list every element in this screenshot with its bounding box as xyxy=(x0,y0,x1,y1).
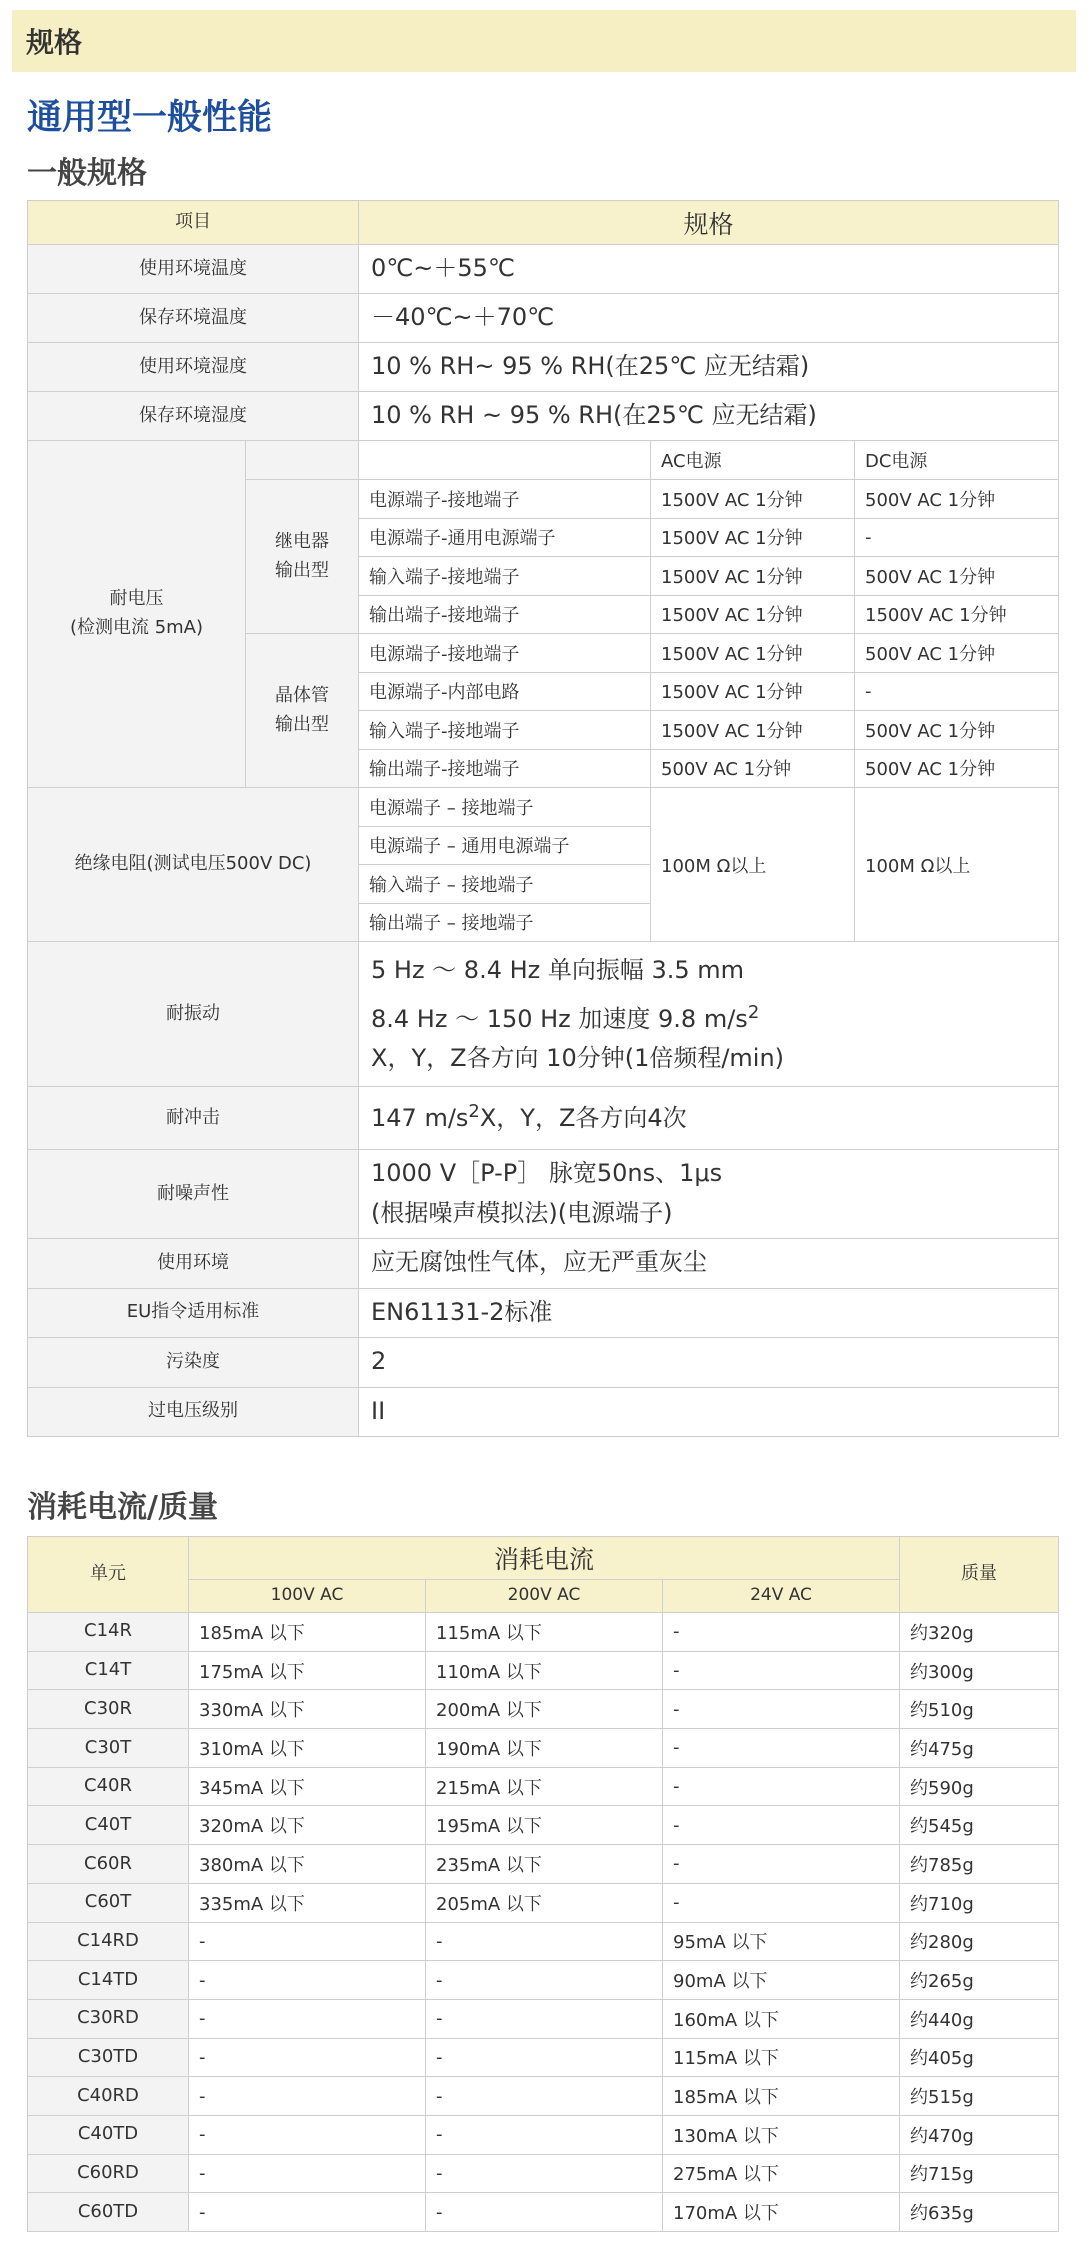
mass-cell: 约265g xyxy=(900,1961,1059,2000)
current-24v-cell: 95mA 以下 xyxy=(663,1922,900,1961)
row-label: 使用环境湿度 xyxy=(28,343,359,392)
current-200v-cell: 215mA 以下 xyxy=(426,1767,663,1806)
table-row xyxy=(28,1387,1059,1437)
row-label: 保存环境湿度 xyxy=(28,392,359,441)
unit-cell: C40RD xyxy=(28,2077,189,2116)
current-100v-cell: 310mA 以下 xyxy=(189,1729,426,1768)
withstand-ac-value: 1500V AC 1分钟 xyxy=(651,595,855,634)
mass-cell: 约510g xyxy=(900,1690,1059,1729)
current-200v-cell: - xyxy=(426,2193,663,2232)
row-value: －40℃~＋70℃ xyxy=(359,294,1059,343)
table-row xyxy=(28,2077,1059,2116)
withstand-dc-value: 500V AC 1分钟 xyxy=(855,480,1059,519)
unit-cell: C30RD xyxy=(28,1999,189,2038)
noise-label: 耐噪声性 xyxy=(28,1150,359,1239)
mass-cell: 约280g xyxy=(900,1922,1059,1961)
withstand-ac-value: 1500V AC 1分钟 xyxy=(651,480,855,519)
table-row xyxy=(28,1729,1059,1768)
table-row xyxy=(28,1806,1059,1845)
table-row xyxy=(28,294,1059,343)
table-row xyxy=(28,1651,1059,1690)
row-label: 过电压级别 xyxy=(28,1387,359,1437)
current-24v-cell: - xyxy=(663,1883,900,1922)
withstand-item-name: 输入端子-接地端子 xyxy=(359,711,651,750)
table-row xyxy=(28,1338,1059,1388)
withstand-ac-value: 1500V AC 1分钟 xyxy=(651,518,855,557)
vibration-line2 xyxy=(371,999,1058,1038)
shock-sup: 2 xyxy=(468,1101,480,1123)
current-100v-cell: 330mA 以下 xyxy=(189,1690,426,1729)
header-title: 规格 xyxy=(26,26,83,59)
unit-cell: C60TD xyxy=(28,2193,189,2232)
withstand-dc-value: 500V AC 1分钟 xyxy=(855,557,1059,596)
group-label-line2: 输出型 xyxy=(275,713,329,735)
shock-pre: 147 m/s xyxy=(371,1104,469,1133)
current-24v-cell: - xyxy=(663,1690,900,1729)
current-200v-cell: - xyxy=(426,2154,663,2193)
row-label: 污染度 xyxy=(28,1338,359,1388)
table-row xyxy=(28,1150,1059,1239)
withstand-dc-value: 500V AC 1分钟 xyxy=(855,634,1059,673)
current-100v-cell: - xyxy=(189,2154,426,2193)
current-200v-cell: - xyxy=(426,1922,663,1961)
withstand-dc-value: 500V AC 1分钟 xyxy=(855,749,1059,788)
withstand-ac-value: 1500V AC 1分钟 xyxy=(651,557,855,596)
current-24v-cell: - xyxy=(663,1613,900,1652)
withstand-ac-value: 1500V AC 1分钟 xyxy=(651,672,855,711)
table-header-row xyxy=(28,201,1059,245)
table-row xyxy=(28,1961,1059,2000)
table-row xyxy=(28,392,1059,441)
current-24v-cell: 90mA 以下 xyxy=(663,1961,900,2000)
header-spec-cell: 规格 xyxy=(359,201,1059,245)
table-row xyxy=(28,1883,1059,1922)
table-row xyxy=(28,441,1059,480)
consumption-title: 消耗电流/质量 xyxy=(27,1490,218,1525)
noise-line1: 1000 V［P-P］ 脉宽50ns、1μs xyxy=(371,1159,723,1188)
vibration-line2-sup: 2 xyxy=(747,1002,760,1024)
withstand-ac-value: 1500V AC 1分钟 xyxy=(651,711,855,750)
current-200v-cell: 200mA 以下 xyxy=(426,1690,663,1729)
noise-line2: (根据噪声模拟法)(电源端子) xyxy=(371,1199,673,1227)
current-24v-cell: - xyxy=(663,1845,900,1884)
header-mass-cell: 质量 xyxy=(900,1537,1059,1613)
mass-cell: 约590g xyxy=(900,1767,1059,1806)
vibration-line2-text: 8.4 Hz ～ 150 Hz 加速度 9.8 m/s xyxy=(371,1005,748,1034)
row-value: 10 % RH~ 95 % RH(在25℃ 应无结霜) xyxy=(359,343,1059,392)
insulation-item: 电源端子 – 通用电源端子 xyxy=(359,826,651,865)
mass-cell: 约470g xyxy=(900,2115,1059,2154)
header-voltage-cell: 100V AC xyxy=(189,1580,426,1613)
current-24v-cell: - xyxy=(663,1651,900,1690)
current-200v-cell: 195mA 以下 xyxy=(426,1806,663,1845)
current-24v-cell: 275mA 以下 xyxy=(663,2154,900,2193)
current-100v-cell: - xyxy=(189,1922,426,1961)
current-100v-cell: 380mA 以下 xyxy=(189,1845,426,1884)
withstand-dc-value: - xyxy=(855,672,1059,711)
current-24v-cell: 130mA 以下 xyxy=(663,2115,900,2154)
noise-value xyxy=(359,1150,1059,1239)
current-100v-cell: 320mA 以下 xyxy=(189,1806,426,1845)
withstand-item-name: 输入端子-接地端子 xyxy=(359,557,651,596)
withstand-item-name: 电源端子-内部电路 xyxy=(359,672,651,711)
current-200v-cell: - xyxy=(426,1961,663,2000)
withstand-col-ac: AC电源 xyxy=(651,441,855,480)
mass-cell: 约715g xyxy=(900,2154,1059,2193)
withstand-dc-value: - xyxy=(855,518,1059,557)
current-24v-cell: 160mA 以下 xyxy=(663,1999,900,2038)
unit-cell: C14T xyxy=(28,1651,189,1690)
withstand-item-name: 电源端子-接地端子 xyxy=(359,634,651,673)
current-24v-cell: 115mA 以下 xyxy=(663,2038,900,2077)
header-item-cell: 项目 xyxy=(28,201,359,245)
section-title: 通用型一般性能 xyxy=(27,98,273,138)
withstand-blank-cell xyxy=(246,441,359,480)
table-row xyxy=(28,1767,1059,1806)
withstand-group-label xyxy=(246,480,359,634)
shock-post: X，Y，Z各方向4次 xyxy=(479,1104,687,1133)
table-row xyxy=(28,1999,1059,2038)
withstand-label xyxy=(28,441,246,788)
shock-label: 耐冲击 xyxy=(28,1087,359,1150)
header-voltage-cell: 200V AC xyxy=(426,1580,663,1613)
table-row xyxy=(28,1690,1059,1729)
table-row xyxy=(28,343,1059,392)
group-label-line2: 输出型 xyxy=(275,559,329,581)
group-label-line1: 晶体管 xyxy=(275,684,329,706)
vibration-line1: 5 Hz ～ 8.4 Hz 单向振幅 3.5 mm xyxy=(371,955,745,984)
current-200v-cell: - xyxy=(426,2038,663,2077)
table-row xyxy=(28,1288,1059,1338)
unit-cell: C14RD xyxy=(28,1922,189,1961)
current-24v-cell: - xyxy=(663,1729,900,1768)
mass-cell: 约635g xyxy=(900,2193,1059,2232)
insulation-item: 输入端子 – 接地端子 xyxy=(359,865,651,904)
insulation-item: 输出端子 – 接地端子 xyxy=(359,903,651,942)
withstand-item-name: 输出端子-接地端子 xyxy=(359,749,651,788)
current-100v-cell: - xyxy=(189,2115,426,2154)
unit-cell: C60T xyxy=(28,1883,189,1922)
current-100v-cell: - xyxy=(189,2038,426,2077)
table-row xyxy=(28,2115,1059,2154)
unit-cell: C14TD xyxy=(28,1961,189,2000)
unit-cell: C30T xyxy=(28,1729,189,1768)
withstand-dc-value: 500V AC 1分钟 xyxy=(855,711,1059,750)
unit-cell: C40T xyxy=(28,1806,189,1845)
row-value: EN61131-2标准 xyxy=(359,1288,1059,1338)
current-200v-cell: 235mA 以下 xyxy=(426,1845,663,1884)
mass-cell: 约300g xyxy=(900,1651,1059,1690)
row-label: 保存环境温度 xyxy=(28,294,359,343)
current-200v-cell: - xyxy=(426,2115,663,2154)
group-label-line1: 继电器 xyxy=(275,530,329,552)
mass-cell: 约320g xyxy=(900,1613,1059,1652)
vibration-value xyxy=(359,942,1059,1087)
insulation-dc-value: 100M Ω以上 xyxy=(855,788,1059,942)
mass-cell: 约515g xyxy=(900,2077,1059,2116)
withstand-ac-value: 1500V AC 1分钟 xyxy=(651,634,855,673)
unit-cell: C40TD xyxy=(28,2115,189,2154)
table-row xyxy=(28,2193,1059,2232)
unit-cell: C40R xyxy=(28,1767,189,1806)
mass-cell: 约405g xyxy=(900,2038,1059,2077)
current-100v-cell: 335mA 以下 xyxy=(189,1883,426,1922)
current-200v-cell: 205mA 以下 xyxy=(426,1883,663,1922)
table-row xyxy=(28,1239,1059,1289)
mass-cell: 约785g xyxy=(900,1845,1059,1884)
current-24v-cell: - xyxy=(663,1806,900,1845)
withstand-ac-value: 500V AC 1分钟 xyxy=(651,749,855,788)
withstand-col-dc: DC电源 xyxy=(855,441,1059,480)
row-value: 2 xyxy=(359,1338,1059,1388)
insulation-ac-value: 100M Ω以上 xyxy=(651,788,855,942)
current-200v-cell: - xyxy=(426,2077,663,2116)
current-200v-cell: 110mA 以下 xyxy=(426,1651,663,1690)
row-label: 使用环境 xyxy=(28,1239,359,1289)
current-100v-cell: 185mA 以下 xyxy=(189,1613,426,1652)
mass-cell: 约710g xyxy=(900,1883,1059,1922)
table-header-row xyxy=(28,1537,1059,1580)
vibration-line3: X，Y，Z各方向 10分钟(1倍频程/min) xyxy=(371,1043,785,1072)
withstand-item-name: 电源端子-接地端子 xyxy=(359,480,651,519)
mass-cell: 约440g xyxy=(900,1999,1059,2038)
table-row xyxy=(28,1922,1059,1961)
current-24v-cell: 170mA 以下 xyxy=(663,2193,900,2232)
table-row xyxy=(28,1613,1059,1652)
current-200v-cell: 115mA 以下 xyxy=(426,1613,663,1652)
row-value: II xyxy=(359,1387,1059,1437)
withstand-group-label xyxy=(246,634,359,788)
withstand-blank-name xyxy=(359,441,651,480)
withstand-item-name: 电源端子-通用电源端子 xyxy=(359,518,651,557)
table-row xyxy=(28,1845,1059,1884)
spec-title: 一般规格 xyxy=(27,156,147,191)
row-label: EU指令适用标准 xyxy=(28,1288,359,1338)
current-200v-cell: - xyxy=(426,1999,663,2038)
mass-cell: 约545g xyxy=(900,1806,1059,1845)
row-label: 使用环境温度 xyxy=(28,245,359,294)
row-value: 应无腐蚀性气体，应无严重灰尘 xyxy=(359,1239,1059,1289)
current-24v-cell: - xyxy=(663,1767,900,1806)
withstand-dc-value: 1500V AC 1分钟 xyxy=(855,595,1059,634)
current-100v-cell: - xyxy=(189,1999,426,2038)
unit-cell: C14R xyxy=(28,1613,189,1652)
header-unit-cell: 单元 xyxy=(28,1537,189,1613)
table-row xyxy=(28,245,1059,294)
header-voltage-cell: 24V AC xyxy=(663,1580,900,1613)
unit-cell: C60RD xyxy=(28,2154,189,2193)
consumption-table xyxy=(27,1536,1059,2232)
unit-cell: C30TD xyxy=(28,2038,189,2077)
table-row xyxy=(28,788,1059,827)
row-value: 10 % RH ~ 95 % RH(在25℃ 应无结霜) xyxy=(359,392,1059,441)
current-200v-cell: 190mA 以下 xyxy=(426,1729,663,1768)
unit-cell: C60R xyxy=(28,1845,189,1884)
header-current-cell: 消耗电流 xyxy=(189,1537,900,1580)
table-row xyxy=(28,942,1059,1087)
current-100v-cell: - xyxy=(189,2077,426,2116)
current-24v-cell: 185mA 以下 xyxy=(663,2077,900,2116)
vibration-label: 耐振动 xyxy=(28,942,359,1087)
table-row xyxy=(28,2038,1059,2077)
mass-cell: 约475g xyxy=(900,1729,1059,1768)
withstand-label-line2: (检测电流 5mA) xyxy=(69,617,204,638)
current-100v-cell: - xyxy=(189,2193,426,2232)
section-header xyxy=(12,10,1076,72)
unit-cell: C30R xyxy=(28,1690,189,1729)
table-row xyxy=(28,2154,1059,2193)
current-100v-cell: 175mA 以下 xyxy=(189,1651,426,1690)
current-100v-cell: 345mA 以下 xyxy=(189,1767,426,1806)
insulation-label: 绝缘电阻(测试电压500V DC) xyxy=(28,788,359,942)
withstand-item-name: 输出端子-接地端子 xyxy=(359,595,651,634)
withstand-label-line1: 耐电压 xyxy=(109,588,164,610)
current-100v-cell: - xyxy=(189,1961,426,2000)
table-row xyxy=(28,1087,1059,1150)
shock-value xyxy=(359,1087,1059,1150)
general-spec-table xyxy=(27,200,1059,1437)
insulation-item: 电源端子 – 接地端子 xyxy=(359,788,651,827)
row-value: 0℃~＋55℃ xyxy=(359,245,1059,294)
